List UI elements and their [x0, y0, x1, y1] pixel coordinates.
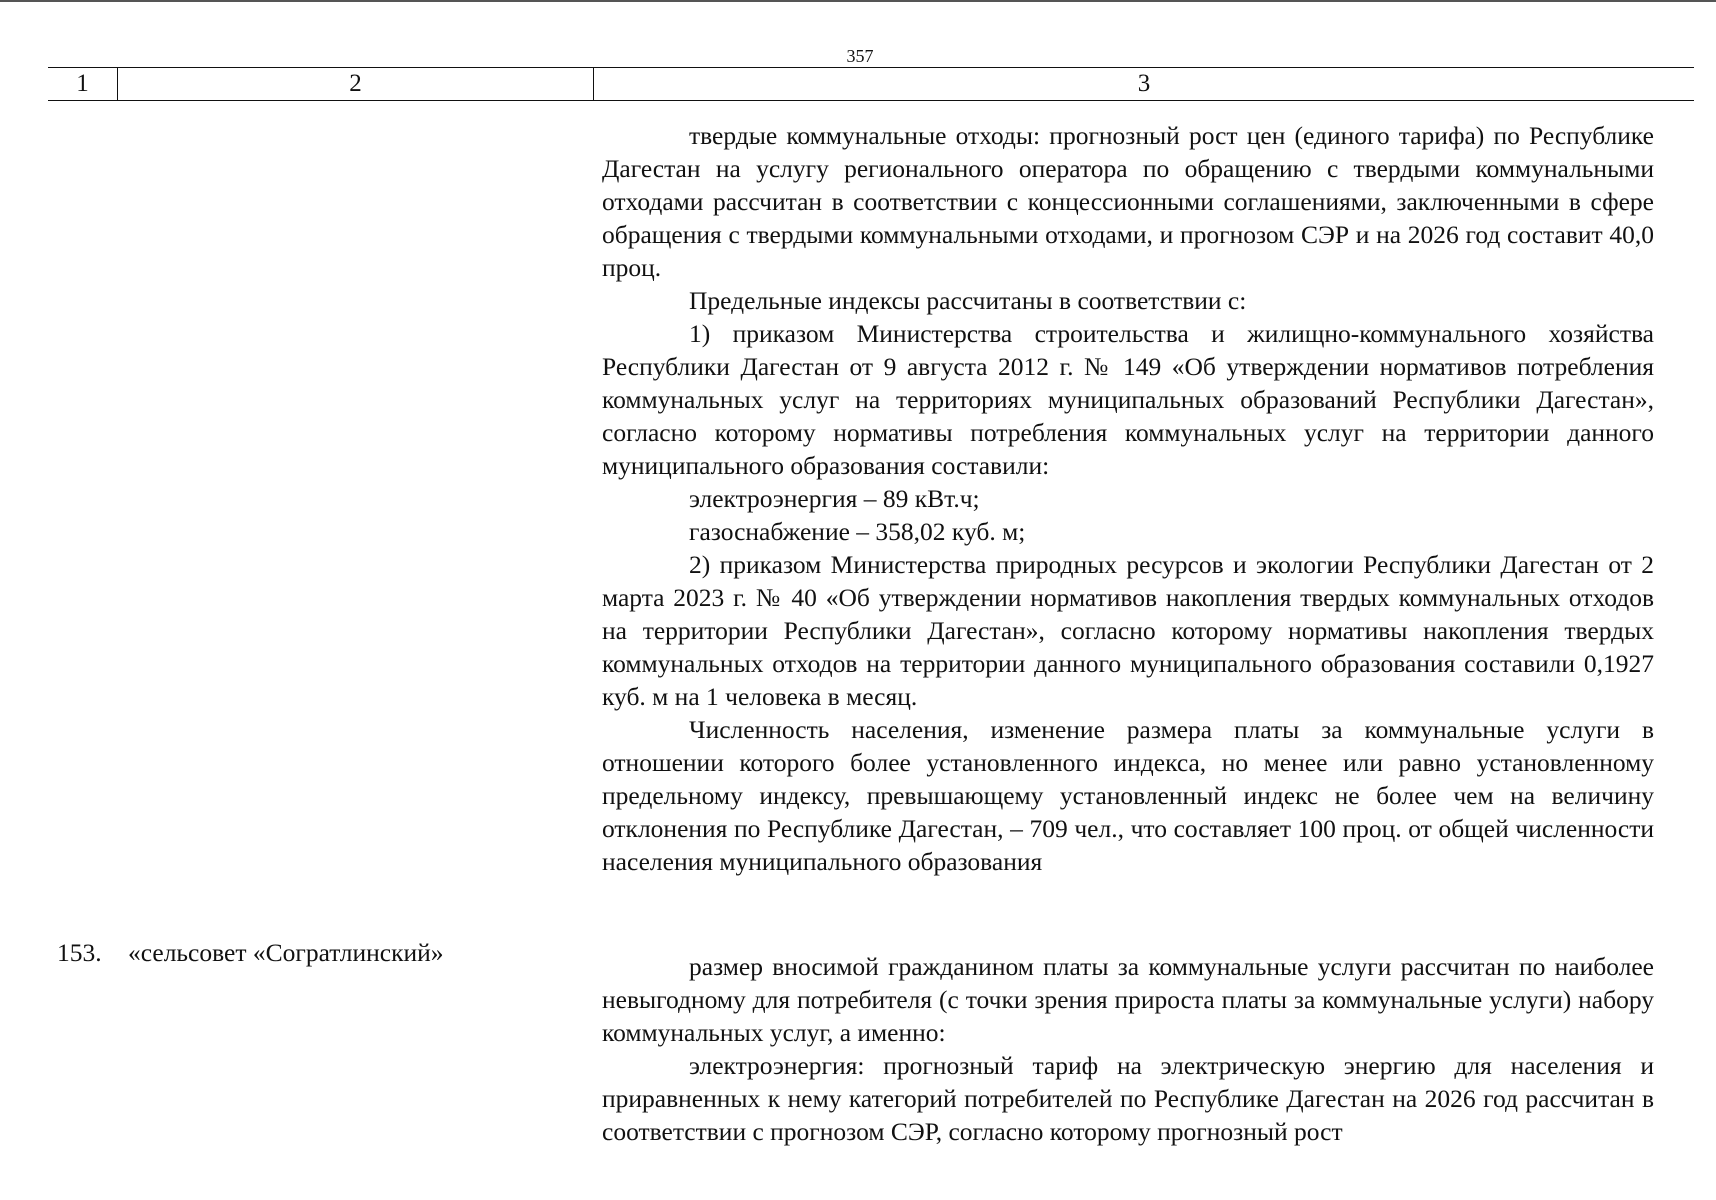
table-header-row: [48, 67, 1694, 101]
paragraph-order-natural-resources-ministry: 2) приказом Министерства природных ресурсов и экологии Республики Дагестан от 2 марта 2023 г. № 40 «Об утверждении нормативов накопления твердых коммунальных отходов на территории Республики Дагестан», согласно которому нормативы накопления твердых коммунальных отходов на территории данного муниципального образования составили 0,1927 куб. м на 1 человека в месяц.: [602, 550, 1654, 711]
paragraph-solid-waste: твердые коммунальные отходы: прогнозный рост цен (единого тарифа) по Республике Дагестан на услугу регионального оператора по обращению с твердыми коммунальными отходами рассчитан в соответствии с концессионными соглашениями, заключенными в сфере обращения с твердыми коммунальными отходами, и прогнозом СЭР и на 2026 год составит 40,0 проц.: [602, 121, 1654, 282]
column-3-text-block-continued: [602, 119, 1654, 878]
column-3-text-block-row-153: [602, 950, 1654, 1148]
paragraph-limit-indices: Предельные индексы рассчитаны в соответствии с:: [689, 286, 1247, 315]
header-column-2: 2: [118, 68, 594, 100]
row-municipality-name: «сельсовет «Согратлинский»: [128, 938, 444, 967]
paragraph-electricity-tariff: электроэнергия: прогнозный тариф на электрическую энергию для населения и приравненных к нему категорий потребителей по Республике Дагестан на 2026 год рассчитан в соответствии с прогнозом СЭР, согласно которому прогнозный рост: [602, 1051, 1654, 1146]
paragraph-payment-calculation: размер вносимой гражданином платы за коммунальные услуги рассчитан по наиболее невыгодному для потребителя (с точки зрения прироста платы за коммунальные услуги) набору коммунальных услуг, а именно:: [602, 952, 1654, 1047]
row-number-153: 153.: [57, 938, 102, 967]
paragraph-population: Численность населения, изменение размера платы за коммунальные услуги в отношении которого более установленного индекса, но менее или равно установленному предельному индексу, превышающему установленный индекс не более чем на величину отклонения по Республике Дагестан, – 709 чел., что составляет 100 проц. от общей численности населения муниципального образования: [602, 715, 1654, 876]
paragraph-gas-norm: газоснабжение – 358,02 куб. м;: [689, 517, 1026, 546]
page-number: 357: [846, 46, 874, 66]
paragraph-electricity-norm: электроэнергия – 89 кВт.ч;: [689, 484, 980, 513]
header-column-1: 1: [48, 68, 118, 100]
paragraph-order-construction-ministry: 1) приказом Министерства строительства и жилищно-коммунального хозяйства Республики Дагестан от 9 августа 2012 г. № 149 «Об утверждении нормативов потребления коммунальных услуг на территориях муниципальных образований Республики Дагестан», согласно которому нормативы потребления коммунальных услуг на территории данного муниципального образования составили:: [602, 319, 1654, 480]
header-column-3: 3: [1137, 70, 1151, 97]
page-top-edge: [0, 0, 1716, 2]
